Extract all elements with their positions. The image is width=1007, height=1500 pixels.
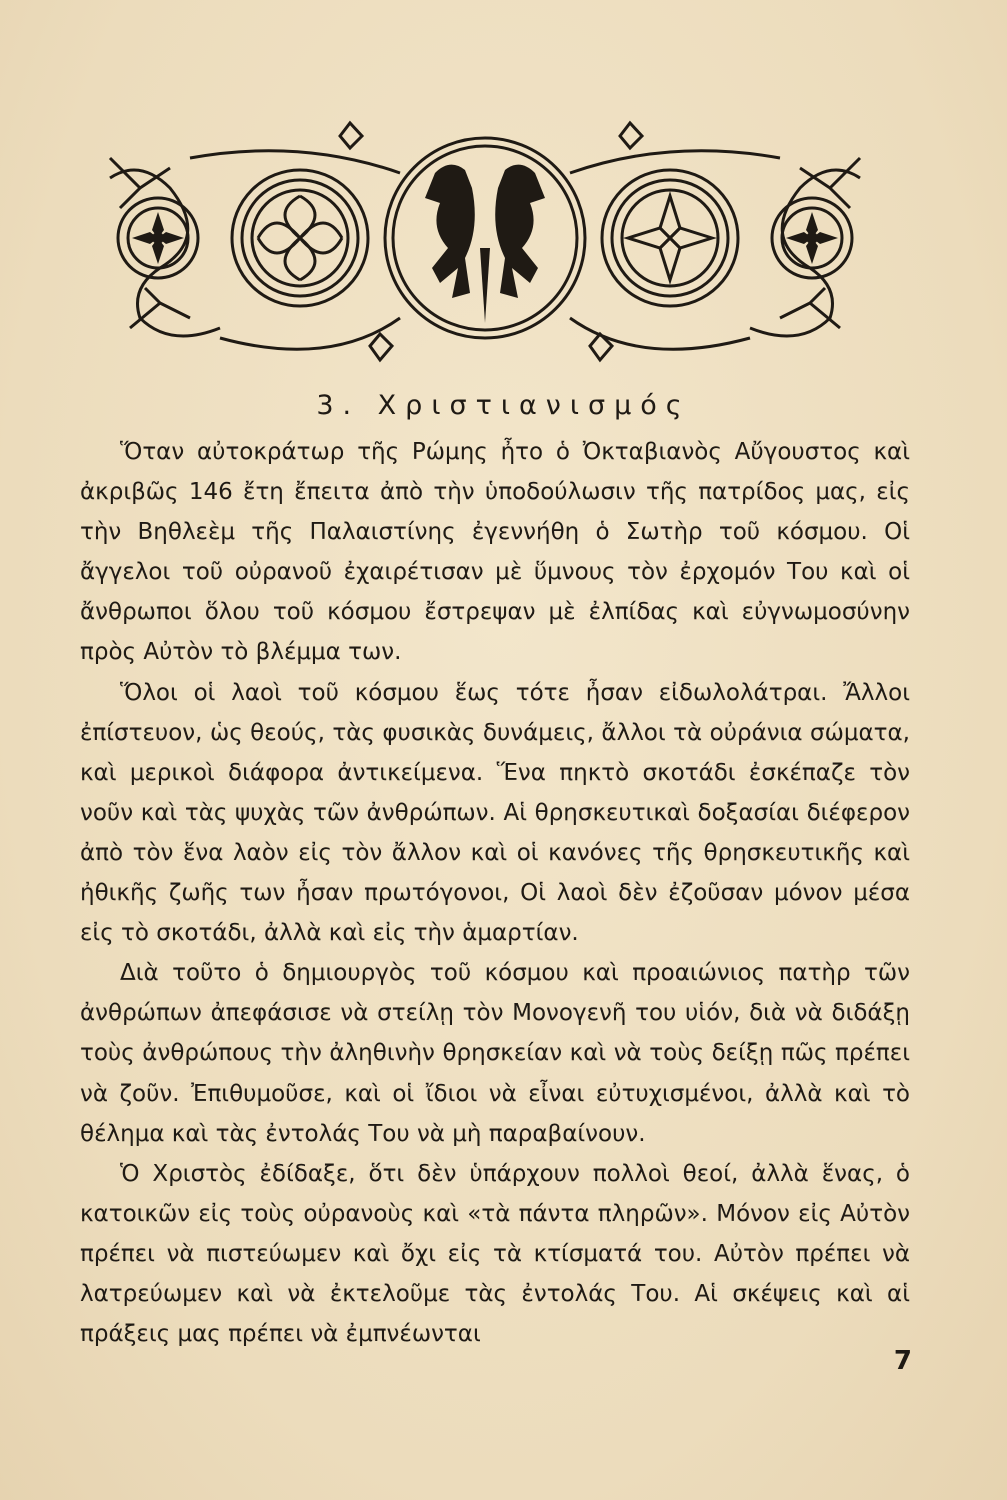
chapter-body xyxy=(80,432,910,1354)
paragraph: Διὰ τοῦτο ὁ δημιουργὸς τοῦ κόσμου καὶ προαιώνιος πατὴρ τῶν ἀνθρώπων ἀπεφάσισε νὰ στείλῃ τὸν Μονογενῆ του υἱόν, διὰ νὰ διδάξῃ τοὺς ἀνθρώπους τὴν ἀληθινὴν θρησκείαν καὶ νὰ τοὺς δείξῃ πῶς πρέπει νὰ ζοῦν. Ἐπιθυμοῦσε, καὶ οἱ ἴδιοι νὰ εἶναι εὐτυχισμένοι, ἀλλὰ καὶ τὸ θέλημα καὶ τὰς ἐντολάς Του νὰ μὴ παραβαίνουν. xyxy=(80,960,910,1147)
paragraph: Ὅταν αὐτοκράτωρ τῆς Ρώμης ἦτο ὁ Ὀκταβιανὸς Αὔγουστος καὶ ἀκριβῶς 146 ἔτη ἔπειτα ἀπὸ τὴν ὑποδούλωσιν τῆς πατρίδος μας, εἰς τὴν Βηθλεὲμ τῆς Παλαιστίνης ἐγεννήθη ὁ Σωτὴρ τοῦ κόσμου. Οἱ ἄγγελοι τοῦ οὐρανοῦ ἐχαιρέτισαν μὲ ὕμνους τὸν ἐρχομόν Του καὶ οἱ ἄνθρωποι ὅλου τοῦ κόσμου ἔστρεψαν μὲ ἐλπίδας καὶ εὐγνωμοσύνην πρὸς Αὐτὸν τὸ βλέμμα των. xyxy=(80,439,910,666)
chapter-title: 3. Χριστιανισμός xyxy=(316,390,691,421)
paragraph: Ὅλοι οἱ λαοὶ τοῦ κόσμου ἕως τότε ἦσαν εἰδωλολάτραι. Ἄλλοι ἐπίστευον, ὡς θεούς, τὰς φυσικὰς δυνάμεις, ἄλλοι τὰ οὐράνια σώματα, καὶ μερικοὶ διάφορα ἀντικείμενα. Ἕνα πηκτὸ σκοτάδι ἐσκέπαζε τὸν νοῦν καὶ τὰς ψυχὰς τῶν ἀνθρώπων. Αἱ θρησκευτικαὶ δοξασίαι διέφερον ἀπὸ τὸν ἕνα λαὸν εἰς τὸν ἄλλον καὶ οἱ κανόνες τῆς θρησκευτικῆς καὶ ἠθικῆς ζωῆς των ἦσαν πρωτόγονοι, Οἱ λαοὶ δὲν ἐζοῦσαν μόνον μέσα εἰς τὸ σκοτάδι, ἀλλὰ καὶ εἰς τὴν ἁμαρτίαν. xyxy=(80,679,910,947)
page-number: 7 xyxy=(893,1346,912,1376)
paragraph: Ὁ Χριστὸς ἐδίδαξε, ὅτι δὲν ὑπάρχουν πολλοὶ θεοί, ἀλλὰ ἕνας, ὁ κατοικῶν εἰς τοὺς οὐρανοὺς καὶ «τὰ πάντα πληρῶν». Μόνον εἰς Αὐτὸν πρέπει νὰ πιστεύωμεν καὶ ὄχι εἰς τὰ κτίσματά του. Αὐτὸν πρέπει νὰ λατρεύωμεν καὶ νὰ ἐκτελοῦμε τὰς ἐντολάς Του. Αἱ σκέψεις καὶ αἱ πράξεις μας πρέπει νὰ ἐμπνέωνται xyxy=(80,1160,910,1348)
byzantine-ornament-icon xyxy=(100,118,870,363)
